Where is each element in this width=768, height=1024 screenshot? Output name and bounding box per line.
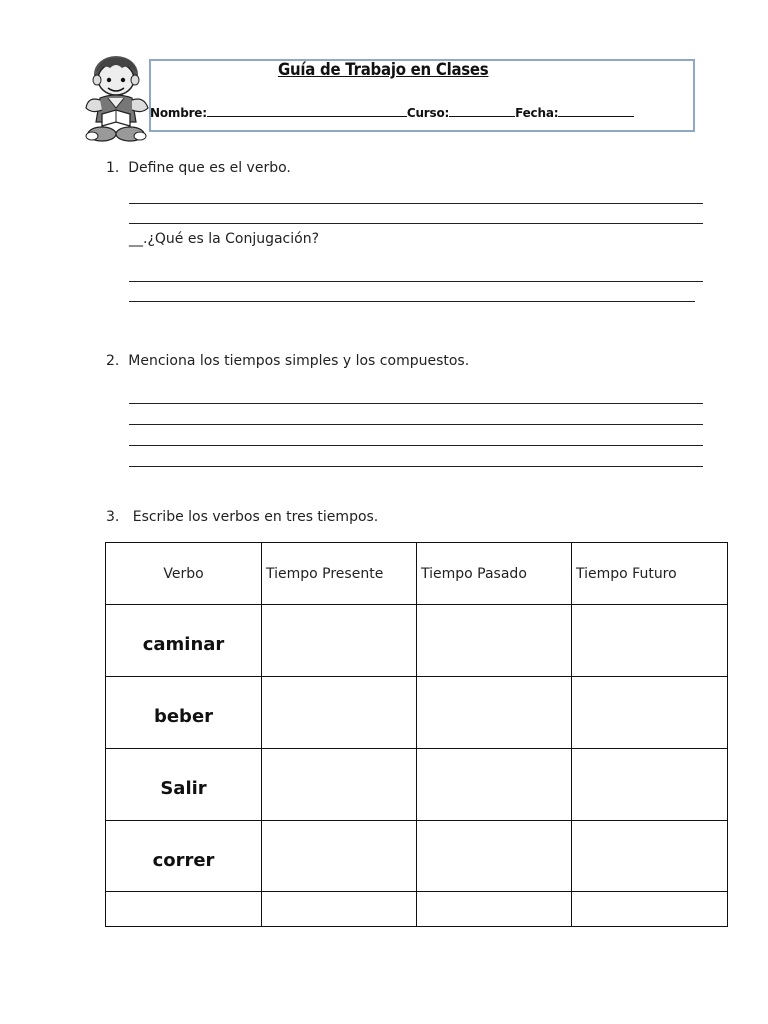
- answer-cell[interactable]: [572, 821, 728, 892]
- question-2: [106, 353, 469, 369]
- question-1b: [129, 231, 319, 247]
- answer-cell[interactable]: [572, 605, 728, 677]
- verb-cell: beber: [106, 677, 262, 749]
- question-3-text: Escribe los verbos en tres tiempos.: [132, 509, 379, 525]
- answer-line[interactable]: [129, 281, 703, 282]
- nombre-label: Nombre:: [150, 106, 207, 120]
- boy-reading-book-icon: [82, 52, 154, 144]
- worksheet-title: Guía de Trabajo en Clases: [278, 60, 489, 80]
- table-row: [106, 677, 728, 749]
- header-tiempo-pasado: Tiempo Pasado: [417, 543, 572, 605]
- question-3: [106, 509, 378, 525]
- question-2-number: 2.: [106, 353, 120, 369]
- answer-cell[interactable]: [262, 605, 417, 677]
- header-verbo: Verbo: [106, 543, 262, 605]
- verb-cell: correr: [106, 821, 262, 892]
- curso-label: Curso:: [406, 106, 450, 120]
- answer-line[interactable]: [129, 203, 703, 204]
- answer-line[interactable]: [129, 223, 703, 224]
- answer-cell[interactable]: [262, 677, 417, 749]
- verb-cell[interactable]: [106, 892, 262, 927]
- verb-cell: Salir: [106, 749, 262, 821]
- header-tiempo-presente: Tiempo Presente: [262, 543, 417, 605]
- header-tiempo-futuro: Tiempo Futuro: [572, 543, 728, 605]
- answer-line[interactable]: [129, 424, 703, 425]
- question-1b-text: ¿Qué es la Conjugación?: [147, 231, 320, 247]
- answer-line[interactable]: [129, 466, 703, 467]
- student-info-row: [150, 106, 634, 120]
- curso-field[interactable]: [449, 106, 515, 117]
- answer-line[interactable]: [129, 445, 703, 446]
- answer-line[interactable]: [129, 403, 703, 404]
- fecha-field[interactable]: [558, 106, 634, 117]
- question-1-text: Define que es el verbo.: [128, 160, 291, 176]
- table-header-row: [106, 543, 728, 605]
- answer-cell[interactable]: [262, 892, 417, 927]
- answer-line[interactable]: [129, 301, 695, 302]
- verb-cell: caminar: [106, 605, 262, 677]
- answer-cell[interactable]: [417, 677, 572, 749]
- answer-cell[interactable]: [417, 821, 572, 892]
- answer-cell[interactable]: [572, 892, 728, 927]
- verb-table: [105, 542, 728, 927]
- answer-cell[interactable]: [572, 749, 728, 821]
- answer-cell[interactable]: [417, 749, 572, 821]
- question-3-number: 3.: [106, 509, 120, 525]
- answer-cell[interactable]: [262, 749, 417, 821]
- answer-cell[interactable]: [417, 892, 572, 927]
- question-1b-prefix: __.: [129, 231, 148, 247]
- answer-cell[interactable]: [262, 821, 417, 892]
- table-row: [106, 821, 728, 892]
- table-row: [106, 749, 728, 821]
- question-1: [106, 160, 291, 176]
- table-row: [106, 605, 728, 677]
- answer-cell[interactable]: [572, 677, 728, 749]
- nombre-field[interactable]: [207, 106, 407, 117]
- question-2-text: Menciona los tiempos simples y los compuestos.: [128, 353, 470, 369]
- answer-cell[interactable]: [417, 605, 572, 677]
- fecha-label: Fecha:: [515, 106, 559, 120]
- table-row: [106, 892, 728, 927]
- question-1-number: 1.: [106, 160, 120, 176]
